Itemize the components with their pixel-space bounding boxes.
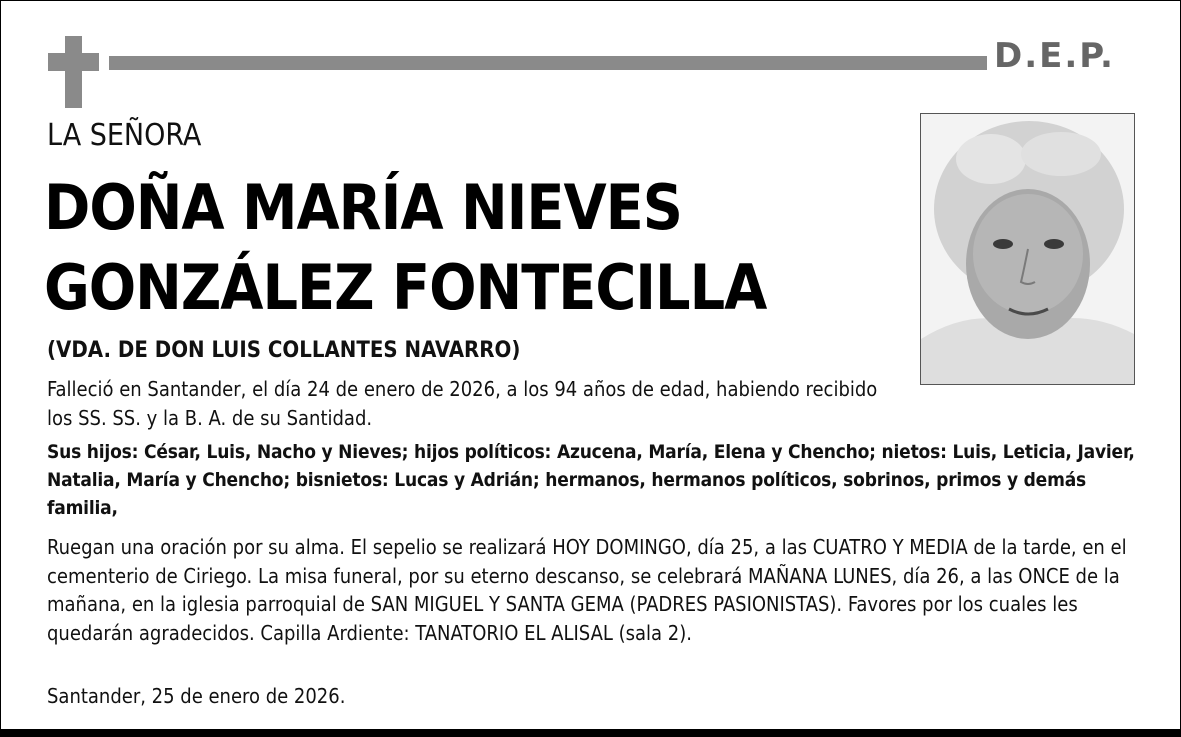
portrait-photo [920, 113, 1135, 385]
name-line-2: GONZÁLEZ FONTECILLA [44, 251, 767, 324]
bottom-border [0, 729, 1181, 737]
dep-heading: D.E.P. [994, 36, 1115, 76]
service-paragraph: Ruegan una oración por su alma. El sepelio se realizará HOY DOMINGO, día 25, a las CUATRO Y MEDIA de la tarde, en el cementerio de Ciriego. La misa funeral, por su eterno descanso, se celebrará MAÑANA LUNES, día 26, a las ONCE de la mañana, en la iglesia parroquial de SAN MIGUEL Y SANTA GEMA (PADRES PASIONISTAS). Favores por los cuales les quedarán agradecidos. Capilla Ardiente: TANATORIO EL ALISAL (sala 2). [47, 535, 1127, 645]
cross-icon [65, 36, 82, 108]
place-date: Santander, 25 de enero de 2026. [47, 684, 346, 708]
deceased-name [44, 168, 766, 328]
title-prefix: LA SEÑORA [47, 118, 202, 153]
portrait-photo-graphic [921, 114, 1134, 384]
family-paragraph: Sus hijos: César, Luis, Nacho y Nieves; hijos políticos: Azucena, María, Elena y Chencho; nietos: Luis, Leticia, Javier, Natalia, María y Chencho; bisnietos: Lucas y Adrián; hermanos, hermanos políticos, sobrinos, primos y demás familia, [47, 441, 1135, 519]
header-rule [109, 56, 987, 70]
cross-icon-bar [48, 53, 99, 71]
widow-of-line: (VDA. DE DON LUIS COLLANTES NAVARRO) [47, 338, 521, 363]
name-line-1: DOÑA MARÍA NIEVES [44, 171, 682, 244]
death-paragraph: Falleció en Santander, el día 24 de enero de 2026, a los 94 años de edad, habiendo recibido los SS. SS. y la B. A. de su Santidad. [47, 377, 878, 430]
